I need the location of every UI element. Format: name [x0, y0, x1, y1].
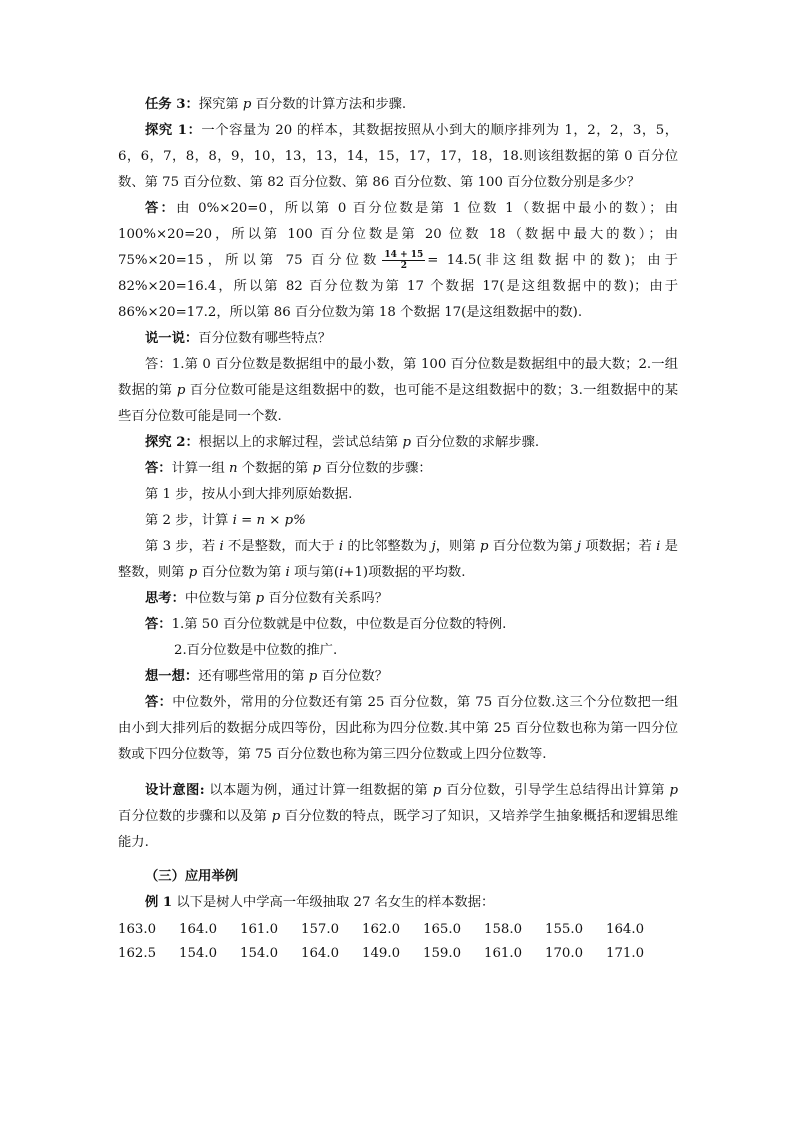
- explore2-paragraph: [118, 430, 678, 456]
- example1-text: 以下是树人中学高一年级抽取 27 名女生的样本数据：: [172, 895, 495, 910]
- step3-t7: 是整数，则第: [118, 539, 678, 580]
- think-answer-line1-text: 1.第 50 百分位数就是中位数，中位数是百分位数的特例.: [171, 617, 507, 632]
- step3-t1: 第 3 步，若: [145, 539, 220, 554]
- document-page: [118, 92, 678, 966]
- think-text-a: 中位数与第: [184, 591, 256, 606]
- step3-paragraph: [118, 534, 678, 586]
- design-paragraph: [118, 778, 678, 856]
- step3-t4: ，则第: [435, 539, 480, 554]
- answer2-text-c: 百分位数的步骤：: [321, 461, 432, 476]
- section-heading: （三）应用举例: [145, 869, 239, 884]
- task3-label: 任务 3：: [145, 97, 199, 112]
- design-t1: 以本题为例，通过计算一组数据的第: [204, 783, 433, 798]
- var-p: p: [188, 565, 198, 580]
- fraction-denominator: 2: [400, 261, 407, 271]
- data-cell: 165.0: [423, 922, 462, 937]
- answer1-label: 答：: [145, 201, 177, 216]
- var-j: j: [576, 539, 582, 554]
- var-p: p: [402, 435, 411, 450]
- var-p: p: [432, 783, 442, 798]
- data-cell: 161.0: [484, 946, 523, 961]
- step2-paragraph: [118, 508, 678, 534]
- think-paragraph: [118, 586, 678, 612]
- data-cell: 162.0: [362, 922, 401, 937]
- var-p: p: [176, 383, 186, 398]
- think2-text-b: 百分位数？: [317, 669, 389, 684]
- data-cell: 162.5: [118, 946, 157, 961]
- step3-t9: 项与第(: [289, 565, 340, 580]
- step2-text: 第 2 步，计算: [145, 513, 233, 528]
- var-p: p: [242, 97, 252, 112]
- data-row: [118, 942, 678, 966]
- var-i: i: [656, 539, 661, 554]
- sample-data-table: [118, 918, 678, 966]
- data-cell: 171.0: [606, 946, 645, 961]
- step3-t5: 百分位数为第: [488, 539, 577, 554]
- think-answer-line2: 2.百分位数是中位数的推广.: [174, 643, 338, 658]
- step3-t8: 百分位数为第: [197, 565, 286, 580]
- design-t3: 百分位数的步骤和以及第: [118, 809, 272, 824]
- think-answer-line1: [118, 612, 678, 638]
- var-p: p: [479, 539, 489, 554]
- answer2-text-a: 计算一组: [171, 461, 230, 476]
- think-label: 思考：: [145, 591, 185, 606]
- fraction-numerator: 14 + 15: [384, 250, 424, 260]
- say-answer-paragraph: [118, 352, 678, 430]
- explore2-text-a: 根据以上的求解过程，尝试总结第: [198, 435, 403, 450]
- task3-paragraph: [118, 92, 678, 118]
- answer2-text-b: 个数据的第: [237, 461, 313, 476]
- data-cell: 163.0: [118, 922, 157, 937]
- data-cell: 170.0: [545, 946, 584, 961]
- think2-text-a: 还有哪些常用的第: [198, 669, 309, 684]
- example1-paragraph: [118, 890, 678, 916]
- step1-paragraph: 第 1 步，按从小到大排列原始数据.: [145, 487, 353, 502]
- var-p: p: [308, 669, 318, 684]
- fraction: [382, 250, 425, 271]
- answer2-label: 答：: [145, 461, 172, 476]
- design-t2: 百分位数，引导学生总结得出计算第: [441, 783, 670, 798]
- think2-answer-text: 中位数外，常用的分位数还有第 25 百分位数，第 75 百分位数.这三个分位数把一组由小到大排列后的数据分成四等份，因此称为四分位数.其中第 25 百分位数也称为第一四分位数或下四分位数等，第 75 百分位数也称为第三四分位数或上四分位数等.: [118, 695, 678, 762]
- design-label: 设计意图:: [145, 783, 205, 798]
- data-cell: 159.0: [423, 946, 462, 961]
- explore2-text-b: 百分位数的求解步骤.: [410, 435, 540, 450]
- var-n: n: [229, 461, 238, 476]
- say-label: 说一说：: [145, 331, 199, 346]
- explore1-label: 探究 1：: [145, 123, 202, 138]
- var-i: i: [285, 565, 290, 580]
- var-i: i: [219, 539, 224, 554]
- data-cell: 158.0: [484, 922, 523, 937]
- explore2-label: 探究 2：: [145, 435, 199, 450]
- say-answer-text-b: 百分位数可能是这组数据中的数，也可能不是这组数据中的数；3.一组数据中的某些百分位数可能是同一个数.: [118, 383, 678, 424]
- var-p: p: [669, 783, 679, 798]
- data-cell: 164.0: [606, 922, 645, 937]
- think2-answer-paragraph: [118, 690, 678, 768]
- var-p: p: [255, 591, 265, 606]
- think2-answer-label: 答：: [145, 695, 173, 710]
- data-cell: 157.0: [301, 922, 340, 937]
- var-i: i: [338, 539, 344, 554]
- think-answer-label: 答：: [145, 617, 172, 632]
- say-answer-text-a: 答：1.第 0 百分位数是数据组中的最小数，第 100 百分位数是数据组中的最大数；2.一组数据的第: [118, 357, 678, 398]
- step3-t3: 的比邻整数为: [343, 539, 432, 554]
- think2-label: 想一想：: [145, 669, 199, 684]
- var-i: i: [339, 565, 344, 580]
- explore1-text: 一个容量为 20 的样本，其数据按照从小到大的顺序排列为 1，2，2，3，5，6，6，7，8，8，9，10，13，13，14，15，17，17，18，18.则该组数据的第 0 百分位数、第 75 百分位数、第 82 百分位数、第 86 百分位数、第 100 百分位数分别是多少？: [118, 123, 678, 190]
- var-j: j: [431, 539, 436, 554]
- design-t4: 百分位数的特点，既学习了知识，又培养学生抽象概括和逻辑思维能力.: [118, 809, 678, 850]
- step3-t10: +1)项数据的平均数.: [343, 565, 466, 580]
- data-cell: 164.0: [179, 922, 218, 937]
- say-text: 百分位数有哪些特点？: [198, 331, 332, 346]
- var-p: p: [271, 809, 281, 824]
- task3-text-b: 百分数的计算方法和步骤.: [251, 97, 407, 112]
- data-cell: 164.0: [301, 946, 340, 961]
- example1-label: 例 1: [145, 895, 173, 910]
- data-cell: 154.0: [240, 946, 279, 961]
- think2-paragraph: [118, 664, 678, 690]
- data-row: [118, 918, 678, 942]
- answer1-part1: 由 0%×20=0，所以第 0 百分位数是第 1 位数 1（数据中最小的数）；由 100%×20=20，所以第 100 百分位数是第 20 位数 18（数据中最大的数）；由 75%×20=15，所以第 75 百分位数: [118, 201, 678, 268]
- data-cell: 155.0: [545, 922, 584, 937]
- data-cell: 161.0: [240, 922, 279, 937]
- step2-formula: i = n × p%: [232, 513, 306, 528]
- think-text-b: 百分位数有关系吗？: [264, 591, 389, 606]
- step3-t2: 不是整数，而大于: [223, 539, 339, 554]
- task3-text-a: 探究第: [198, 97, 243, 112]
- step3-t6: 项数据；若: [581, 539, 657, 554]
- answer2-paragraph: [118, 456, 678, 482]
- say-paragraph: [118, 326, 678, 352]
- var-p: p: [312, 461, 322, 476]
- explore1-paragraph: [118, 118, 678, 196]
- answer1-paragraph: [118, 196, 678, 326]
- data-cell: 149.0: [362, 946, 401, 961]
- data-cell: 154.0: [179, 946, 218, 961]
- answer1-part2: = 14.5(非这组数据中的数)；由于 82%×20=16.4，所以第 82 百分位数为第 17 个数据 17(是这组数据中的数)；由于 86%×20=17.2，所以第 86 百分位数为第 18 个数据 17(是这组数据中的数).: [118, 253, 678, 320]
